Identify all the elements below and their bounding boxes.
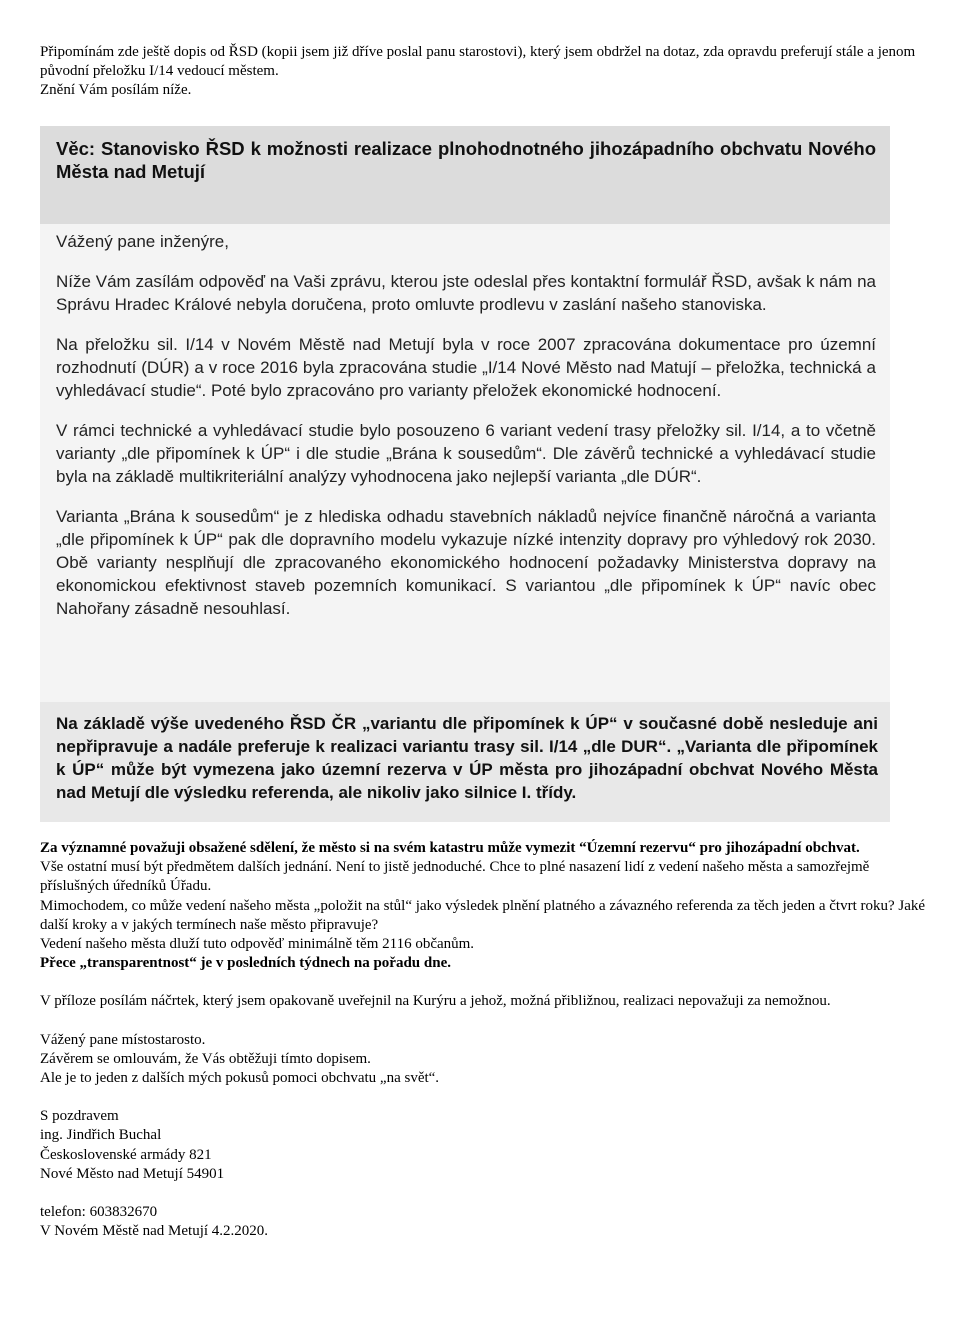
intro-paragraph: Připomínám zde ještě dopis od ŘSD (kopii jsem již dříve poslal panu starostovi), který jsem obdržel na dotaz, zda opravdu preferují stále a jenom původní přeložku I/14 vedoucí městem.	[40, 44, 916, 80]
intro-note: Znění Vám posílám níže.	[40, 82, 192, 99]
apology-line: Závěrem se omlouvám, že Vás obtěžuji tímto dopisem.	[40, 1050, 371, 1067]
closing-paragraph-3: Vedení našeho města dluží tuto odpověď minimálně těm 2116 občanům.	[40, 936, 475, 953]
signature-city: Nové Město nad Metují 54901	[40, 1165, 225, 1182]
address-line: Vážený pane místostarosto.	[40, 1031, 206, 1048]
letter-greeting: Vážený pane inženýre,	[56, 232, 229, 251]
letter-paragraph-4: Varianta „Brána k sousedům“ je z hlediska odhadu stavebních nákladů nejvíce finančně náročná a varianta „dle připomínek k ÚP“ pak dle dopravního modelu vykazuje nízké intenzity dopravy pro výhledový rok 2030. Obě varianty nesplňují dle zpracovaného ekonomického hodnocení požadavky Ministerstva dopravy na ekonomickou efektivnost staveb pozemních komunikací. S variantou „dle připomínek k ÚP“ navíc obec Nahořany zásadně nesouhlasí.	[56, 507, 876, 618]
phone-number: telefon: 603832670	[40, 1204, 158, 1221]
intro-text	[40, 43, 930, 101]
letter-conclusion-block	[40, 702, 890, 822]
signature-greeting: S pozdravem	[40, 1108, 119, 1125]
place-and-date: V Novém Městě nad Metují 4.2.2020.	[40, 1223, 269, 1240]
letter-paragraph-2: Na přeložku sil. I/14 v Novém Městě nad Metují byla v roce 2007 zpracována dokumentace pro územní rozhodnutí (DÚR) a v roce 2016 byla zpracována studie „I/14 Nové Město nad Matují – přeložka, technická a vyhledávací studie“. Poté bylo zpracováno pro varianty přeložek ekonomické hodnocení.	[56, 335, 876, 400]
purpose-line: Ale je to jeden z dalších mých pokusů pomoci obchvatu „na svět“.	[40, 1070, 440, 1087]
closing-text	[40, 839, 930, 1241]
scanned-letter	[40, 126, 890, 822]
letter-paragraph-3: V rámci technické a vyhledávací studie bylo posouzeno 6 variant vedení trasy přeložky sil. I/14, a to včetně varianty „dle připomínek k ÚP“ i dle studie „Brána k sousedům“. Dle závěrů technické a vyhledávací studie byla na základě multikriteriální analýzy vyhodnocena jako nejlepší varianta „dle DÚR“.	[56, 421, 876, 486]
closing-paragraph-2: Mimochodem, co může vedení našeho města „položit na stůl“ jako výsledek plnění platného a závazného referenda za těch jeden a čtvrt roku? Jaké další kroky a v jakých termínech naše město připravuje?	[40, 897, 926, 933]
signature-name: ing. Jindřich Buchal	[40, 1127, 162, 1144]
letter-body	[56, 230, 876, 637]
signature-street: Československé armády 821	[40, 1146, 212, 1163]
closing-paragraph-1: Vše ostatní musí být předmětem dalších jednání. Není to jistě jednoduché. Chce to plné nasazení lidí z vedení našeho města a samozřejmě příslušných úředníků Úřadu.	[40, 859, 870, 895]
letter-conclusion: Na základě výše uvedeného ŘSD ČR „variantu dle připomínek k ÚP“ v současné době nesleduje ani nepřipravuje a nadále preferuje k realizaci variantu trasy sil. I/14 „dle DUR“. „Varianta dle připomínek k ÚP“ může být vymezena jako územní rezerva v ÚP města pro jihozápadní obchvat Nového Města nad Metují dle výsledku referenda, ale nikoliv jako silnice I. třídy.	[56, 714, 878, 802]
letter-paragraph-1: Níže Vám zasílám odpověď na Vaši zprávu, kterou jste odeslal přes kontaktní formulář ŘSD, avšak k nám na Správu Hradec Králové nebyla doručena, proto omluvte prodlevu v zaslání našeho stanoviska.	[56, 272, 876, 314]
letter-subject-block	[40, 126, 890, 224]
attachment-note: V příloze posílám náčrtek, který jsem opakovaně uveřejnil na Kurýru a jehož, možná přibližnou, realizaci nepovažuji za nemožnou.	[40, 993, 831, 1010]
important-statement: Za významné považuji obsažené sdělení, že město si na svém katastru může vymezit “Územní rezervu“ pro jihozápadní obchvat.	[40, 840, 860, 856]
letter-subject: Věc: Stanovisko ŘSD k možnosti realizace plnohodnotného jihozápadního obchvatu Nového Města nad Metují	[56, 138, 876, 182]
transparency-statement: Přece „transparentnost“ je v posledních týdnech na pořadu dne.	[40, 955, 451, 972]
